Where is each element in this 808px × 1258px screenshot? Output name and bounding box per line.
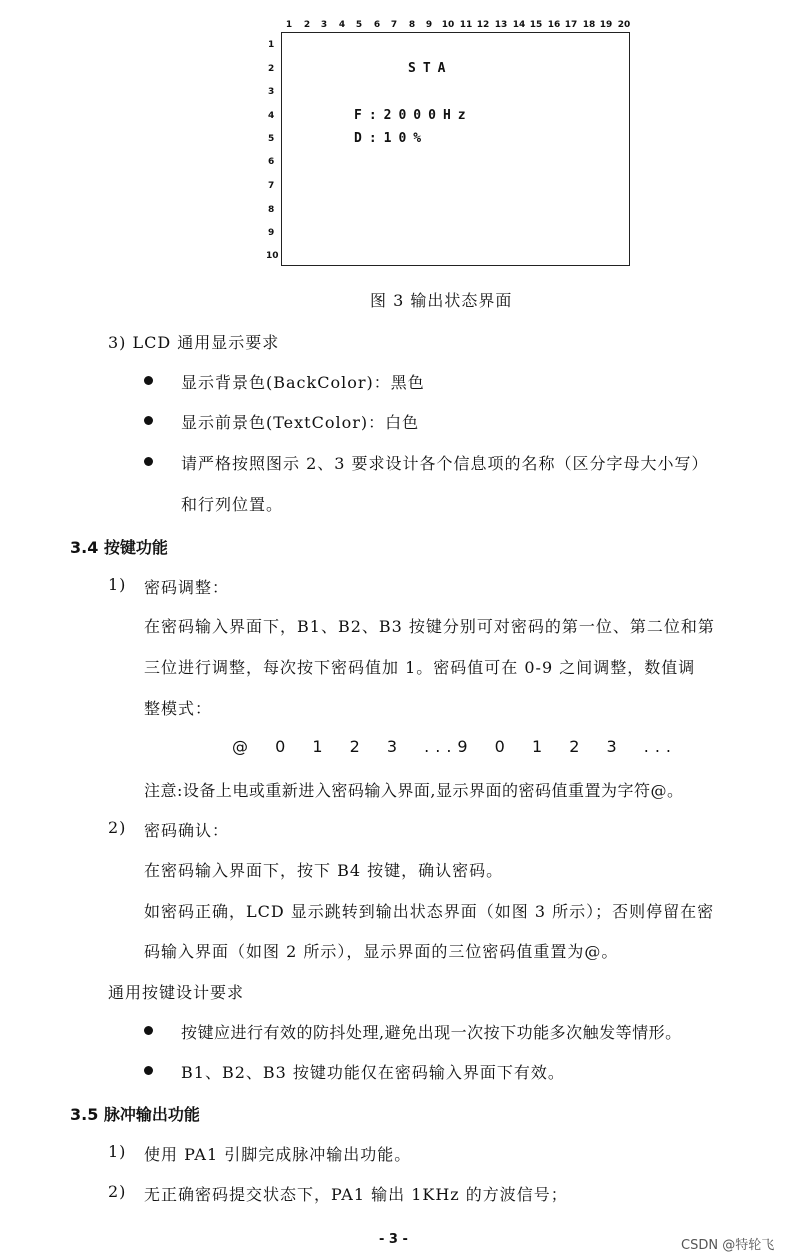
key-scope-requirement: B1、B2、B3 按键功能仅在密码输入界面下有效。 bbox=[181, 1063, 565, 1082]
lcd-line-sta: STA bbox=[408, 61, 453, 76]
col-number: 19 bbox=[599, 20, 613, 30]
lcd-line-frequency: F:2000Hz bbox=[354, 108, 473, 123]
paragraph-line: 三位进行调整，每次按下密码值加 1。密码值可在 0-9 之间调整，数值调 bbox=[144, 658, 696, 677]
bullet-dot bbox=[144, 376, 153, 385]
lcd-textcolor: 显示前景色(TextColor)：白色 bbox=[181, 413, 420, 432]
col-number: 2 bbox=[303, 20, 311, 30]
col-number: 8 bbox=[408, 20, 416, 30]
col-number: 14 bbox=[512, 20, 526, 30]
paragraph-line: 在密码输入界面下，B1、B2、B3 按键分别可对密码的第一位、第二位和第 bbox=[144, 617, 715, 636]
password-confirm-title: 密码确认： bbox=[144, 821, 230, 840]
page-number: - 3 - bbox=[379, 1232, 408, 1247]
row-number: 3 bbox=[268, 87, 275, 97]
col-number: 3 bbox=[320, 20, 328, 30]
row-number: 1 bbox=[268, 40, 275, 50]
bullet-dot bbox=[144, 416, 153, 425]
row-number: 8 bbox=[268, 205, 275, 215]
paragraph-line: 整模式： bbox=[144, 699, 213, 718]
value-sequence: @ 0 1 2 3 ...9 0 1 2 3 ... bbox=[232, 737, 677, 756]
debounce-requirement: 按键应进行有效的防抖处理,避免出现一次按下功能多次触发等情形。 bbox=[181, 1023, 682, 1042]
row-number: 10 bbox=[266, 251, 279, 261]
row-number: 6 bbox=[268, 157, 275, 167]
lcd-layout-note-line2: 和行列位置。 bbox=[181, 495, 284, 514]
col-number: 20 bbox=[617, 20, 631, 30]
col-number: 10 bbox=[441, 20, 455, 30]
col-number: 16 bbox=[547, 20, 561, 30]
row-number: 2 bbox=[268, 64, 275, 74]
section-heading-3-5: 3.5 脉冲输出功能 bbox=[70, 1105, 200, 1124]
paragraph-line: 如密码正确，LCD 显示跳转到输出状态界面（如图 3 所示）；否则停留在密 bbox=[144, 902, 715, 921]
bullet-dot bbox=[144, 457, 153, 466]
row-number: 9 bbox=[268, 228, 275, 238]
row-number: 4 bbox=[268, 111, 275, 121]
item-number: 2) bbox=[108, 1182, 127, 1201]
col-number: 15 bbox=[529, 20, 543, 30]
figure-caption: 图 3 输出状态界面 bbox=[370, 291, 513, 310]
lcd-requirements-title: 3) LCD 通用显示要求 bbox=[108, 333, 280, 352]
item-number: 1) bbox=[108, 575, 127, 594]
password-adjust-title: 密码调整： bbox=[144, 578, 230, 597]
bullet-dot bbox=[144, 1066, 153, 1075]
lcd-layout-note-line1: 请严格按照图示 2、3 要求设计各个信息项的名称（区分字母大小写） bbox=[181, 454, 709, 473]
watermark: CSDN @特轮飞 bbox=[681, 1238, 775, 1253]
lcd-screen-frame bbox=[281, 32, 630, 266]
col-number: 11 bbox=[459, 20, 473, 30]
col-number: 6 bbox=[373, 20, 381, 30]
col-number: 5 bbox=[355, 20, 363, 30]
bullet-dot bbox=[144, 1026, 153, 1035]
section-heading-3-4: 3.4 按键功能 bbox=[70, 538, 168, 557]
item-number: 1) bbox=[108, 1142, 127, 1161]
col-number: 13 bbox=[494, 20, 508, 30]
pulse-output-item-1: 使用 PA1 引脚完成脉冲输出功能。 bbox=[144, 1145, 412, 1164]
col-number: 9 bbox=[425, 20, 433, 30]
row-number: 5 bbox=[268, 134, 275, 144]
lcd-backcolor: 显示背景色(BackColor)：黑色 bbox=[181, 373, 425, 392]
lcd-line-duty: D:10% bbox=[354, 131, 429, 146]
col-number: 1 bbox=[285, 20, 293, 30]
col-number: 18 bbox=[582, 20, 596, 30]
col-number: 4 bbox=[338, 20, 346, 30]
row-number: 7 bbox=[268, 181, 275, 191]
col-number: 17 bbox=[564, 20, 578, 30]
col-number: 12 bbox=[476, 20, 490, 30]
paragraph-line: 在密码输入界面下，按下 B4 按键，确认密码。 bbox=[144, 861, 504, 880]
col-number: 7 bbox=[390, 20, 398, 30]
pulse-output-item-2: 无正确密码提交状态下，PA1 输出 1KHz 的方波信号； bbox=[144, 1185, 568, 1204]
item-number: 2) bbox=[108, 818, 127, 837]
reset-note: 注意:设备上电或重新进入密码输入界面,显示界面的密码值重置为字符@。 bbox=[144, 781, 684, 800]
paragraph-line: 码输入界面（如图 2 所示），显示界面的三位密码值重置为@。 bbox=[144, 942, 619, 961]
general-key-requirements: 通用按键设计要求 bbox=[108, 983, 245, 1002]
